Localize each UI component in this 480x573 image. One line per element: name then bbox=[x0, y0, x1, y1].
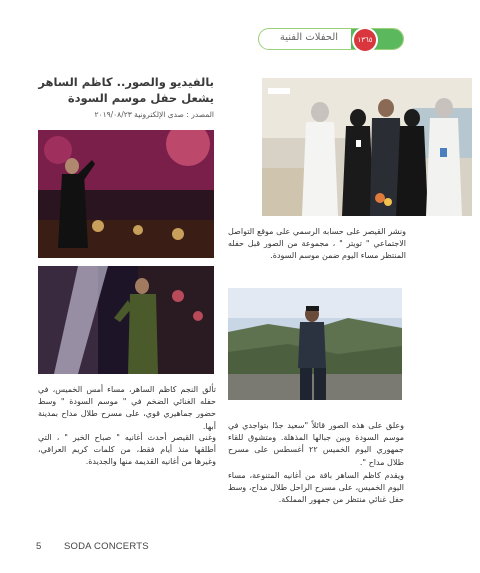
section-badge: ١٣٦٥ bbox=[354, 29, 376, 51]
article-title: بالفيديو والصور.. كاظم الساهر يشعل حفل موسم السودة bbox=[38, 75, 214, 105]
tweet-paragraph: ونشر القيصر على حسابه الرسمي على موقع التواصل الاجتماعي " تويتر " ، مجموعة من الصور قبل حفله المنتظر مساء اليوم ضمن موسم السودة. bbox=[228, 227, 406, 261]
section-header-pill bbox=[258, 28, 404, 50]
quote-paragraph: وعلق على هذه الصور قائلاً "سعيد جدًا بتواجدي في موسم السودة وبين جبالها المذهلة. ومتشوق للقاء جمهوري اليوم الخميس ٢٢ أغسطس على مسرح طلال مداح ". bbox=[228, 421, 404, 467]
section-title: الحفلات الفنية bbox=[279, 32, 339, 43]
performance-paragraph: ويقدم كاظم الساهر باقة من أغانيه المتنوعة، مساء اليوم الخميس، على مسرح الراحل طلال مداح، وسط حفل غنائي منتظر من جمهور المملكة. bbox=[228, 471, 404, 505]
footer-brand: SODA CONCERTS bbox=[64, 541, 149, 552]
concert-singer-photo bbox=[38, 266, 214, 374]
songs-paragraph: وغنى القيصر أحدث أغانيه " صباح الخير " ، التي أطلقها منذ أيام فقط، من كلمات كريم العراقي، وغيرها من أغانيه القديمة منها والجديدة. bbox=[38, 433, 216, 467]
article-source: المصدر : صدى الإلكترونية ٢٠١٩/٠٨/٢٣ bbox=[94, 110, 214, 119]
page-number: 5 bbox=[36, 541, 42, 552]
intro-paragraph: تألق النجم كاظم الساهر، مساء أمس الخميس، في حفله الغنائي الضخم في " موسم السودة " وسط حضور جماهيري قوي، على مسرح طلال مداح بمدينة أبها. bbox=[38, 385, 216, 431]
mountain-view-photo bbox=[228, 288, 402, 400]
concert-stage-photo bbox=[38, 130, 214, 258]
group-photo bbox=[262, 78, 472, 216]
